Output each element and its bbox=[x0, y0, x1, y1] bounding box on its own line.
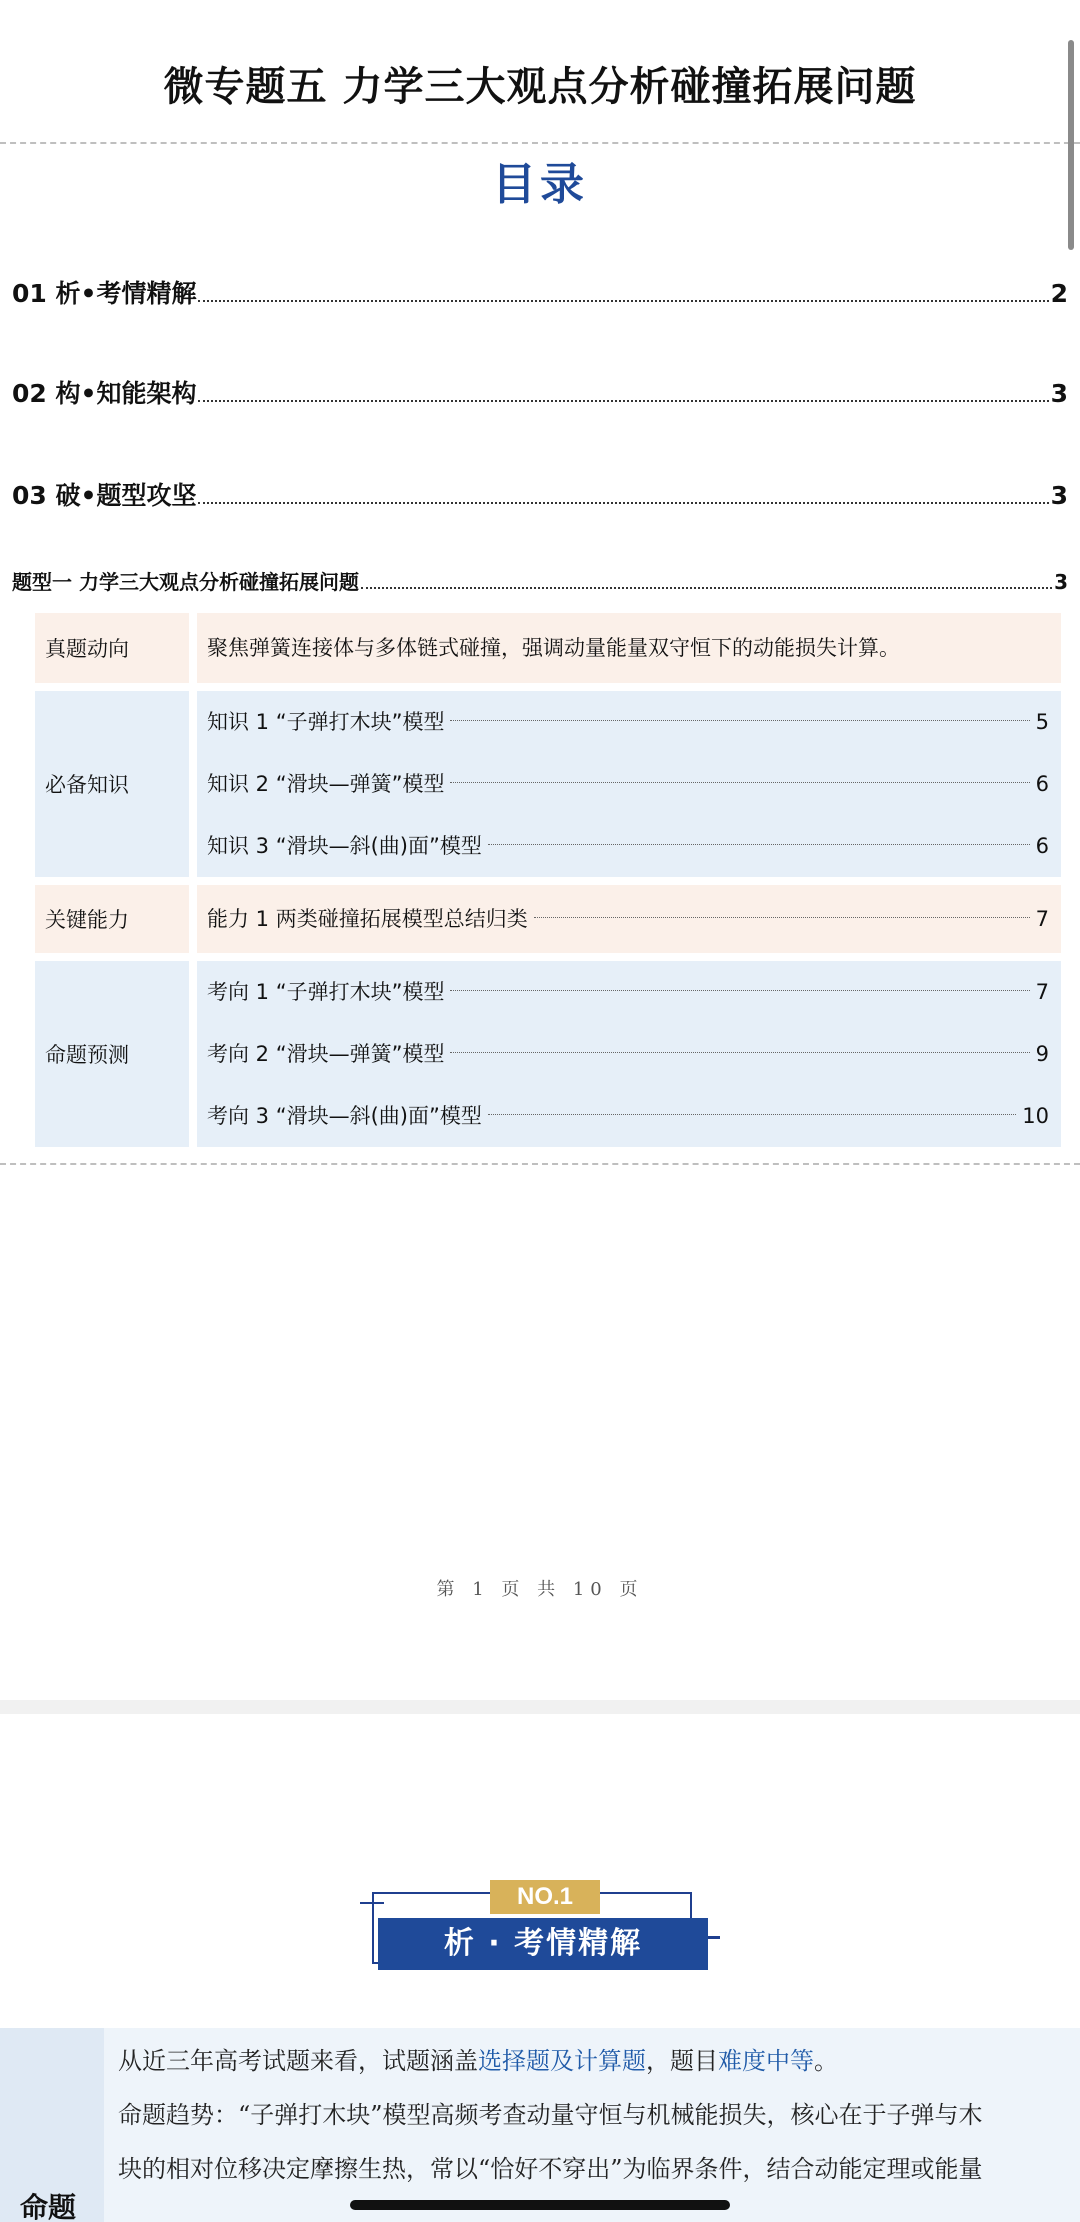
analysis-box bbox=[0, 2028, 1080, 2222]
section-head: 真题动向 bbox=[35, 613, 189, 683]
toc-subentry[interactable] bbox=[207, 885, 1049, 953]
subentry-page: 7 bbox=[1035, 980, 1049, 1004]
dot-leader bbox=[198, 300, 1048, 302]
section-head: 必备知识 bbox=[35, 691, 189, 877]
subentry-label: 知识 3 “滑块—斜(曲)面”模型 bbox=[207, 834, 482, 858]
subentry-label: 考向 2 “滑块—弹簧”模型 bbox=[207, 1042, 445, 1066]
dot-leader bbox=[361, 587, 1052, 589]
toc-subentry[interactable] bbox=[207, 961, 1049, 1023]
dot-leader bbox=[488, 1114, 1016, 1115]
subentry-label: 能力 1 两类碰撞拓展模型总结归类 bbox=[207, 907, 528, 931]
subentry-page: 9 bbox=[1035, 1042, 1049, 1066]
toc-entry-label: 02 构•知能架构 bbox=[12, 379, 197, 408]
subentry-page: 6 bbox=[1035, 772, 1049, 796]
subentry-label: 知识 2 “滑块—弹簧”模型 bbox=[207, 772, 445, 796]
section-badge bbox=[360, 1880, 720, 1990]
document-title: 微专题五 力学三大观点分析碰撞拓展问题 bbox=[163, 64, 917, 110]
subentry-page: 5 bbox=[1035, 710, 1049, 734]
toc-entry[interactable] bbox=[12, 274, 1068, 310]
subentry-page: 6 bbox=[1035, 834, 1049, 858]
dot-leader bbox=[488, 844, 1030, 845]
paragraph: 从近三年高考试题来看，试题涵盖选择题及计算题，题目难度中等。 bbox=[118, 2047, 838, 2075]
dot-leader bbox=[534, 917, 1030, 918]
subentry-page: 10 bbox=[1022, 1104, 1049, 1128]
section-guanjian bbox=[35, 885, 1061, 953]
section-bibei bbox=[35, 691, 1061, 877]
dot-leader bbox=[450, 782, 1029, 783]
toc-entry[interactable] bbox=[12, 374, 1068, 410]
page-footer: 第 1 页 共 10 页 bbox=[436, 1579, 644, 1600]
section-zhenti bbox=[35, 613, 1061, 683]
dot-leader bbox=[450, 1052, 1029, 1053]
highlight: 选择题及计算题 bbox=[478, 2047, 646, 2075]
dot-leader bbox=[450, 990, 1029, 991]
toc-heading: 目录 bbox=[492, 159, 588, 210]
subentry-page: 7 bbox=[1035, 907, 1049, 931]
badge-number: NO.1 bbox=[490, 1880, 600, 1914]
section-mingti bbox=[35, 961, 1061, 1147]
section-head: 命题预测 bbox=[35, 961, 189, 1147]
topic-grid bbox=[35, 613, 1061, 1155]
analysis-side bbox=[0, 2028, 104, 2222]
toc-entry-page: 3 bbox=[1054, 570, 1068, 594]
analysis-text bbox=[104, 2028, 1080, 2222]
dot-leader bbox=[450, 720, 1029, 721]
scrollbar-thumb[interactable] bbox=[1068, 40, 1074, 250]
paragraph: 命题趋势：“子弹打木块”模型高频考查动量守恒与机械能损失，核心在于子弹与木 bbox=[118, 2101, 983, 2129]
subentry-label: 考向 3 “滑块—斜(曲)面”模型 bbox=[207, 1104, 482, 1128]
toc-entry-page: 2 bbox=[1050, 279, 1068, 308]
paragraph: 块的相对位移决定摩擦生热，常以“恰好不穿出”为临界条件，结合动能定理或能量 bbox=[118, 2155, 983, 2183]
toc-entry[interactable] bbox=[12, 566, 1068, 595]
section-text: 聚焦弹簧连接体与多体链式碰撞，强调动量能量双守恒下的动能损失计算。 bbox=[207, 636, 900, 660]
toc-entry-label: 03 破•题型攻坚 bbox=[12, 481, 197, 510]
toc-entry-page: 3 bbox=[1050, 481, 1068, 510]
subentry-label: 考向 1 “子弹打木块”模型 bbox=[207, 980, 445, 1004]
analysis-side-label: 命题 bbox=[20, 2191, 77, 2222]
dot-leader bbox=[198, 502, 1048, 504]
toc-entry-label: 题型一 力学三大观点分析碰撞拓展问题 bbox=[12, 570, 359, 594]
home-indicator[interactable] bbox=[350, 2200, 730, 2210]
subentry-label: 知识 1 “子弹打木块”模型 bbox=[207, 710, 445, 734]
document-page-2 bbox=[0, 1714, 1080, 2222]
divider bbox=[0, 142, 1080, 144]
toc-subentry[interactable] bbox=[207, 1023, 1049, 1085]
toc-entry-page: 3 bbox=[1050, 379, 1068, 408]
toc-subentry[interactable] bbox=[207, 753, 1049, 815]
divider bbox=[0, 1163, 1080, 1165]
toc-subentry[interactable] bbox=[207, 691, 1049, 753]
badge-title: 析 · 考情精解 bbox=[378, 1918, 708, 1970]
section-head: 关键能力 bbox=[35, 885, 189, 953]
toc-subentry[interactable] bbox=[207, 1085, 1049, 1147]
toc-entry[interactable] bbox=[12, 476, 1068, 512]
toc-entry-label: 01 析•考情精解 bbox=[12, 279, 197, 308]
highlight: 难度中等 bbox=[718, 2047, 814, 2075]
toc-subentry[interactable] bbox=[207, 815, 1049, 877]
page-gap bbox=[0, 1700, 1080, 1714]
dot-leader bbox=[198, 400, 1048, 402]
